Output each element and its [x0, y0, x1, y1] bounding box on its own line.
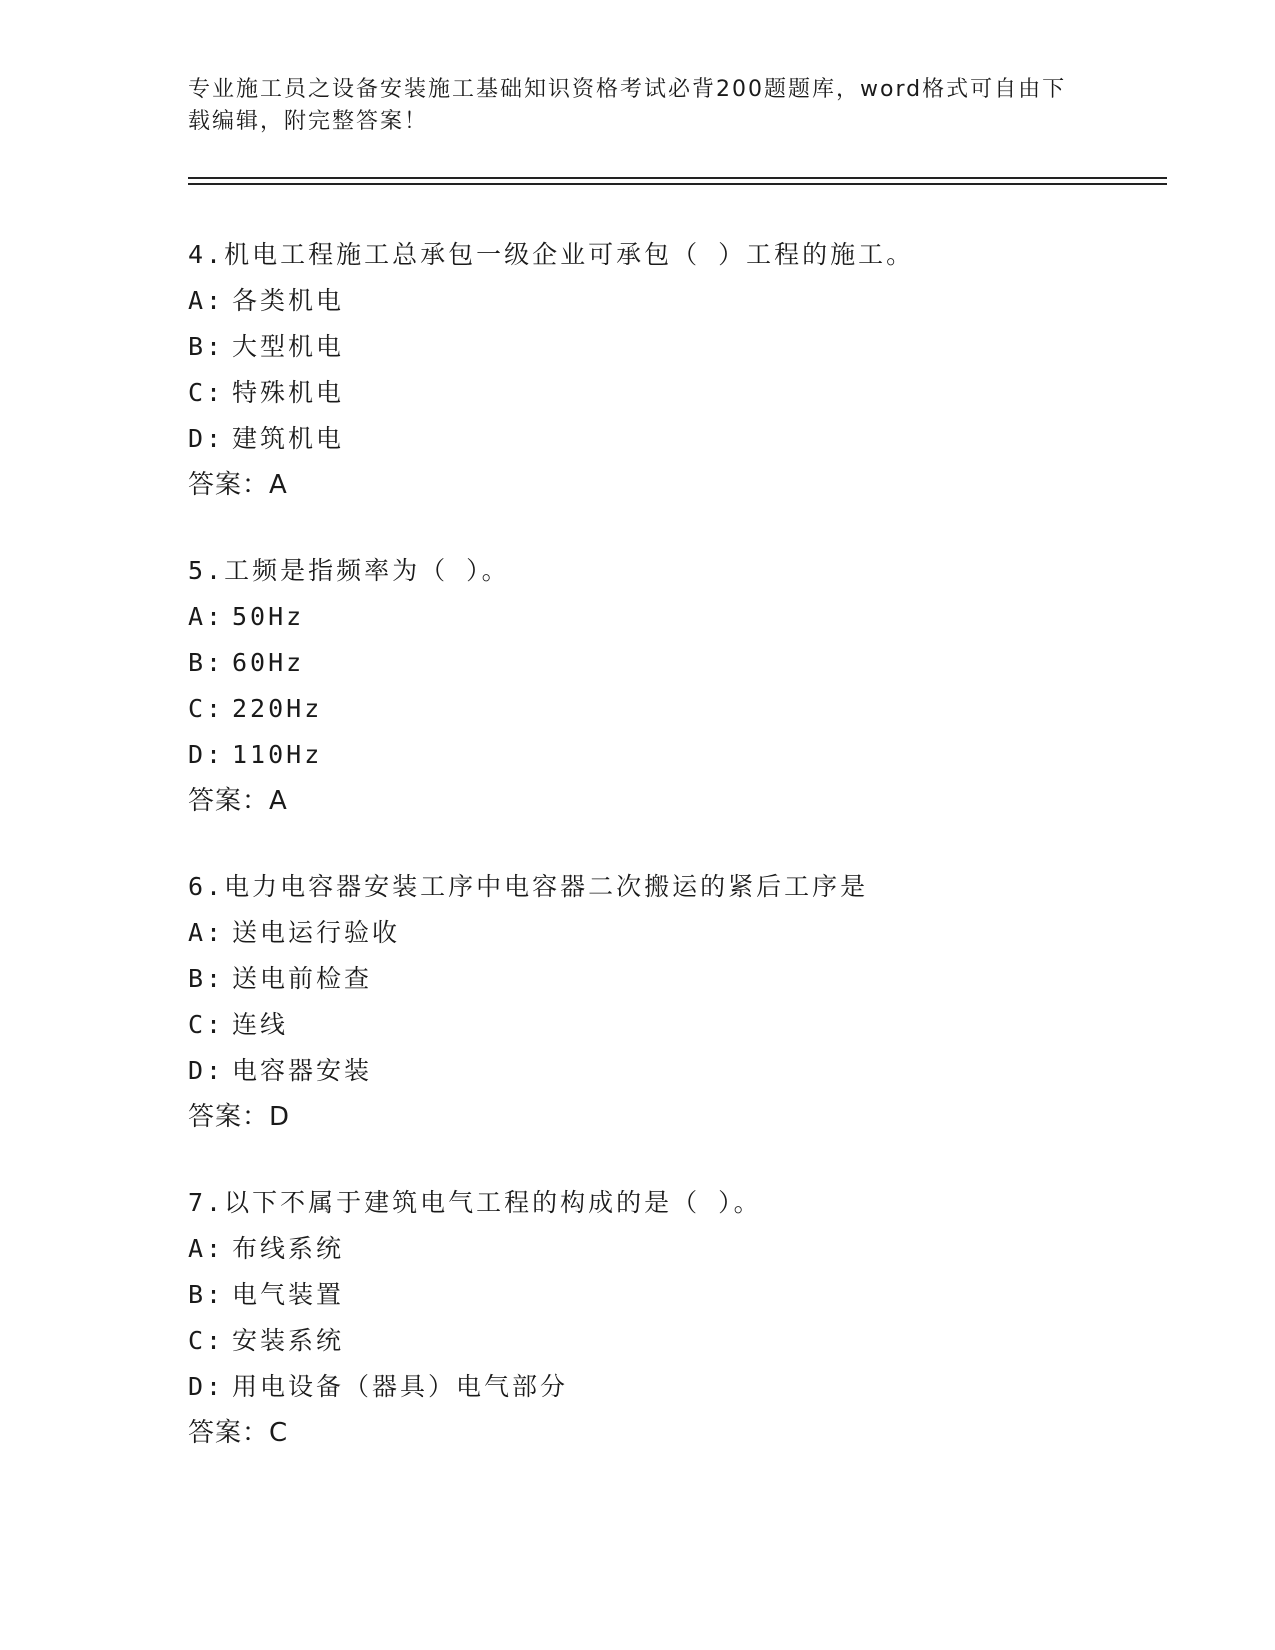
option-c [188, 370, 1148, 416]
option-a [188, 278, 1148, 324]
option-key: A: [188, 1234, 225, 1263]
answer-line: 答案：A [188, 786, 288, 816]
question-5 [188, 548, 1148, 824]
option-c [188, 1002, 1148, 1048]
option-text: 连线 [232, 1010, 289, 1039]
option-key: B: [188, 964, 225, 993]
option-key: D: [188, 1372, 225, 1401]
option-b [188, 1272, 1148, 1318]
question-7 [188, 1180, 1148, 1456]
option-key: B: [188, 332, 225, 361]
option-key: D: [188, 1056, 225, 1085]
option-text: 110Hz [232, 740, 323, 769]
option-text: 60Hz [232, 648, 305, 677]
option-c [188, 1318, 1148, 1364]
option-text: 送电运行验收 [232, 918, 401, 947]
option-a [188, 1226, 1148, 1272]
option-key: A: [188, 918, 225, 947]
header-divider-bottom [188, 183, 1167, 185]
question-6 [188, 864, 1148, 1140]
question-stem: 5.工频是指频率为（ ）。 [188, 556, 510, 585]
answer-line: 答案：C [188, 1418, 289, 1448]
document-title: 专业施工员之设备安装施工基础知识资格考试必背200题题库，word格式可自由下载编辑，附完整答案！ [188, 77, 1067, 134]
option-a [188, 910, 1148, 956]
option-text: 50Hz [232, 602, 305, 631]
option-a [188, 594, 1148, 640]
option-key: B: [188, 648, 225, 677]
option-c [188, 686, 1148, 732]
question-stem: 4.机电工程施工总承包一级企业可承包（ ）工程的施工。 [188, 240, 915, 269]
option-d [188, 416, 1148, 462]
option-key: C: [188, 1326, 225, 1355]
question-4 [188, 232, 1148, 508]
option-b [188, 324, 1148, 370]
option-key: A: [188, 602, 225, 631]
question-stem: 6.电力电容器安装工序中电容器二次搬运的紧后工序是 [188, 872, 869, 901]
option-b [188, 956, 1148, 1002]
option-text: 建筑机电 [232, 424, 345, 453]
option-text: 大型机电 [232, 332, 345, 361]
question-stem: 7.以下不属于建筑电气工程的构成的是（ ）。 [188, 1188, 762, 1217]
option-key: C: [188, 694, 225, 723]
option-key: C: [188, 1010, 225, 1039]
option-text: 安装系统 [232, 1326, 345, 1355]
option-key: D: [188, 740, 225, 769]
option-text: 特殊机电 [232, 378, 345, 407]
option-text: 电容器安装 [232, 1056, 373, 1085]
option-text: 布线系统 [232, 1234, 345, 1263]
option-b [188, 640, 1148, 686]
option-text: 电气装置 [232, 1280, 345, 1309]
option-text: 各类机电 [232, 286, 345, 315]
option-key: C: [188, 378, 225, 407]
option-d [188, 1364, 1148, 1410]
option-d [188, 1048, 1148, 1094]
answer-line: 答案：D [188, 1102, 291, 1132]
header-divider-top [188, 177, 1167, 179]
answer-line: 答案：A [188, 470, 288, 500]
option-key: A: [188, 286, 225, 315]
option-key: D: [188, 424, 225, 453]
option-text: 220Hz [232, 694, 323, 723]
option-key: B: [188, 1280, 225, 1309]
option-d [188, 732, 1148, 778]
option-text: 用电设备（器具）电气部分 [232, 1372, 569, 1401]
option-text: 送电前检查 [232, 964, 373, 993]
